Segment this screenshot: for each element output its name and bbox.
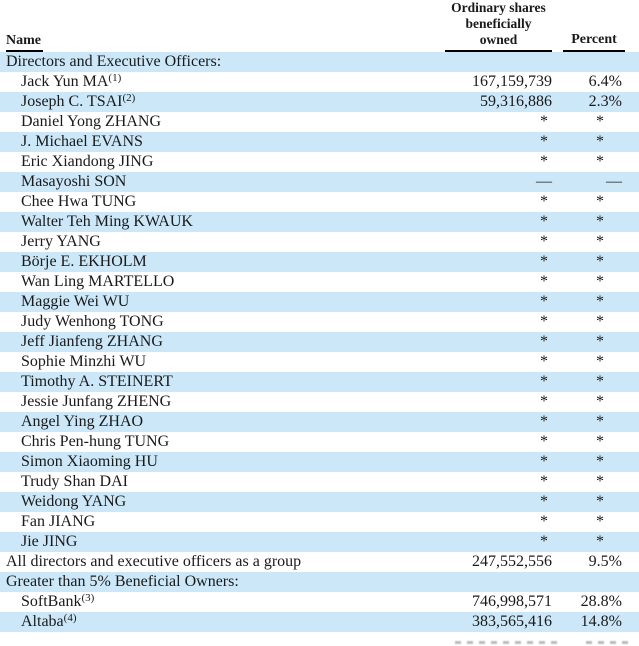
owner-name: Judy Wenhong TONG [21, 313, 164, 330]
name-cell [0, 272, 437, 292]
owner-name: Masayoshi SON [21, 173, 127, 190]
name-cell [0, 332, 437, 352]
table-row [0, 212, 639, 232]
shares-cell: 383,565,416 [472, 613, 552, 630]
footnote-ref: (4) [63, 612, 77, 624]
owner-name: SoftBank [21, 593, 82, 610]
percent-cell: * [596, 453, 604, 470]
percent-cell: * [596, 413, 604, 430]
owner-name: J. Michael EVANS [21, 133, 143, 150]
owner-name: Jessie Junfang ZHENG [21, 393, 172, 410]
percent-cell: 14.8% [580, 613, 622, 630]
table-row [0, 472, 639, 492]
shares-column-header [445, 0, 552, 52]
shares-cell: * [540, 193, 548, 210]
percent-cell: — [606, 173, 622, 190]
footnote-ref: (2) [122, 92, 136, 104]
table-row [0, 112, 639, 132]
name-cell [0, 252, 437, 272]
shares-cell: * [540, 273, 548, 290]
percent-cell: 6.4% [588, 73, 622, 90]
shares-cell: * [540, 253, 548, 270]
owner-name: Maggie Wei WU [21, 293, 130, 310]
shares-cell: * [540, 453, 548, 470]
percent-cell: * [596, 473, 604, 490]
name-cell [0, 612, 437, 632]
table-row [0, 92, 639, 112]
percent-column-header [563, 32, 625, 52]
table-row [0, 292, 639, 312]
name-cell [0, 512, 437, 532]
table-row [0, 252, 639, 272]
table-row [0, 372, 639, 392]
percent-cell: * [596, 433, 604, 450]
name-cell [0, 432, 437, 452]
owner-name: Sophie Minzhi WU [21, 353, 147, 370]
owner-name: Weidong YANG [21, 493, 127, 510]
shares-cell: 746,998,571 [472, 593, 552, 610]
owner-name: Altaba [21, 613, 64, 630]
percent-cell: * [596, 153, 604, 170]
shares-cell [437, 572, 552, 592]
table-row [0, 152, 639, 172]
table-body [0, 52, 639, 632]
owner-name: Chris Pen-hung TUNG [21, 433, 170, 450]
shares-header-line-1: Ordinary shares [451, 0, 546, 15]
shares-cell: — [536, 173, 552, 190]
shares-cell: * [540, 413, 548, 430]
percent-cell: * [596, 513, 604, 530]
clipped-text-fragment [455, 641, 557, 644]
shares-header-line-2: beneficially [465, 16, 532, 31]
name-cell [0, 472, 437, 492]
percent-cell: * [596, 533, 604, 550]
name-cell [0, 372, 437, 392]
percent-cell: * [596, 493, 604, 510]
percent-cell: 28.8% [580, 593, 622, 610]
owner-name: Greater than 5% Beneficial Owners: [6, 573, 239, 590]
table-row [0, 612, 639, 632]
table-row [0, 332, 639, 352]
owner-name: Daniel Yong ZHANG [21, 113, 161, 130]
table-row [0, 52, 639, 72]
name-cell [0, 112, 437, 132]
shares-cell: * [540, 313, 548, 330]
footnote-ref: (3) [81, 592, 95, 604]
percent-cell: * [596, 193, 604, 210]
table-row [0, 592, 639, 612]
name-column-label: Name [6, 33, 43, 52]
shares-cell: * [540, 513, 548, 530]
name-cell [0, 192, 437, 212]
percent-cell: * [596, 313, 604, 330]
name-cell [0, 572, 437, 592]
shares-cell: * [540, 433, 548, 450]
name-cell [0, 532, 437, 552]
percent-cell: * [596, 133, 604, 150]
owner-name: Directors and Executive Officers: [6, 53, 222, 70]
shares-cell: * [540, 393, 548, 410]
owner-name: Joseph C. TSAI [21, 93, 123, 110]
shares-cell: * [540, 493, 548, 510]
shares-cell: * [540, 333, 548, 350]
table-row [0, 412, 639, 432]
table-row [0, 572, 639, 592]
table-row [0, 552, 639, 572]
owner-name: Timothy A. STEINERT [21, 373, 173, 390]
owner-name: Angel Ying ZHAO [21, 413, 144, 430]
percent-cell [552, 572, 627, 592]
shares-header-line-3: owned [479, 32, 518, 47]
table-row [0, 432, 639, 452]
owner-name: Börje E. EKHOLM [21, 253, 147, 270]
name-cell [0, 412, 437, 432]
name-cell [0, 52, 437, 72]
percent-cell: * [596, 293, 604, 310]
owner-name: Fan JIANG [21, 513, 96, 530]
shares-cell: * [540, 213, 548, 230]
owner-name: Jeff Jianfeng ZHANG [21, 333, 163, 350]
name-column-header [0, 31, 437, 52]
shares-cell: * [540, 233, 548, 250]
percent-cell: * [596, 213, 604, 230]
name-cell [0, 152, 437, 172]
percent-cell: 9.5% [588, 553, 622, 570]
table-row [0, 132, 639, 152]
owner-name: Wan Ling MARTELLO [21, 273, 175, 290]
table-row [0, 232, 639, 252]
shares-cell: * [540, 133, 548, 150]
shares-cell: * [540, 533, 548, 550]
name-cell [0, 452, 437, 472]
percent-cell: * [596, 393, 604, 410]
footnote-ref: (1) [108, 72, 122, 84]
owner-name: Eric Xiandong JING [21, 153, 154, 170]
table-row [0, 352, 639, 372]
name-cell [0, 312, 437, 332]
owner-name: All directors and executive officers as a group [6, 553, 302, 570]
clipped-text-fragment [586, 641, 632, 644]
name-cell [0, 592, 437, 612]
percent-cell: * [596, 333, 604, 350]
table-row [0, 392, 639, 412]
table-row [0, 512, 639, 532]
owner-name: Jie JING [21, 533, 78, 550]
owner-name: Jack Yun MA [21, 73, 109, 90]
table-row [0, 452, 639, 472]
shares-cell: * [540, 153, 548, 170]
percent-cell [552, 52, 627, 72]
owner-name: Jerry YANG [21, 233, 101, 250]
table-row [0, 192, 639, 212]
owner-name: Simon Xiaoming HU [21, 453, 158, 470]
table-row [0, 172, 639, 192]
percent-cell: * [596, 233, 604, 250]
percent-cell: * [596, 253, 604, 270]
shares-cell: * [540, 353, 548, 370]
name-cell [0, 492, 437, 512]
shares-cell [437, 52, 552, 72]
clipped-next-row-artifact [0, 639, 639, 646]
name-cell [0, 392, 437, 412]
name-cell [0, 172, 437, 192]
percent-column-label: Percent [571, 32, 617, 47]
shares-cell: 59,316,886 [480, 93, 552, 110]
percent-cell: * [596, 373, 604, 390]
name-cell [0, 552, 437, 572]
shares-cell: * [540, 473, 548, 490]
shares-cell: * [540, 373, 548, 390]
table-row [0, 72, 639, 92]
table-row [0, 272, 639, 292]
table-row [0, 312, 639, 332]
table-row [0, 532, 639, 552]
owner-name: Walter Teh Ming KWAUK [21, 213, 193, 230]
shares-cell: 167,159,739 [472, 73, 552, 90]
name-cell [0, 132, 437, 152]
percent-cell: * [596, 273, 604, 290]
name-cell [0, 352, 437, 372]
owner-name: Trudy Shan DAI [21, 473, 128, 490]
table-header-row [0, 0, 639, 52]
percent-cell: 2.3% [588, 93, 622, 110]
table-row [0, 492, 639, 512]
shares-cell: * [540, 293, 548, 310]
shares-cell: * [540, 113, 548, 130]
name-cell [0, 72, 437, 92]
percent-cell: * [596, 113, 604, 130]
name-cell [0, 292, 437, 312]
owner-name: Chee Hwa TUNG [21, 193, 137, 210]
name-cell [0, 212, 437, 232]
shares-cell: 247,552,556 [472, 553, 552, 570]
percent-cell: * [596, 353, 604, 370]
name-cell [0, 92, 437, 112]
name-cell [0, 232, 437, 252]
